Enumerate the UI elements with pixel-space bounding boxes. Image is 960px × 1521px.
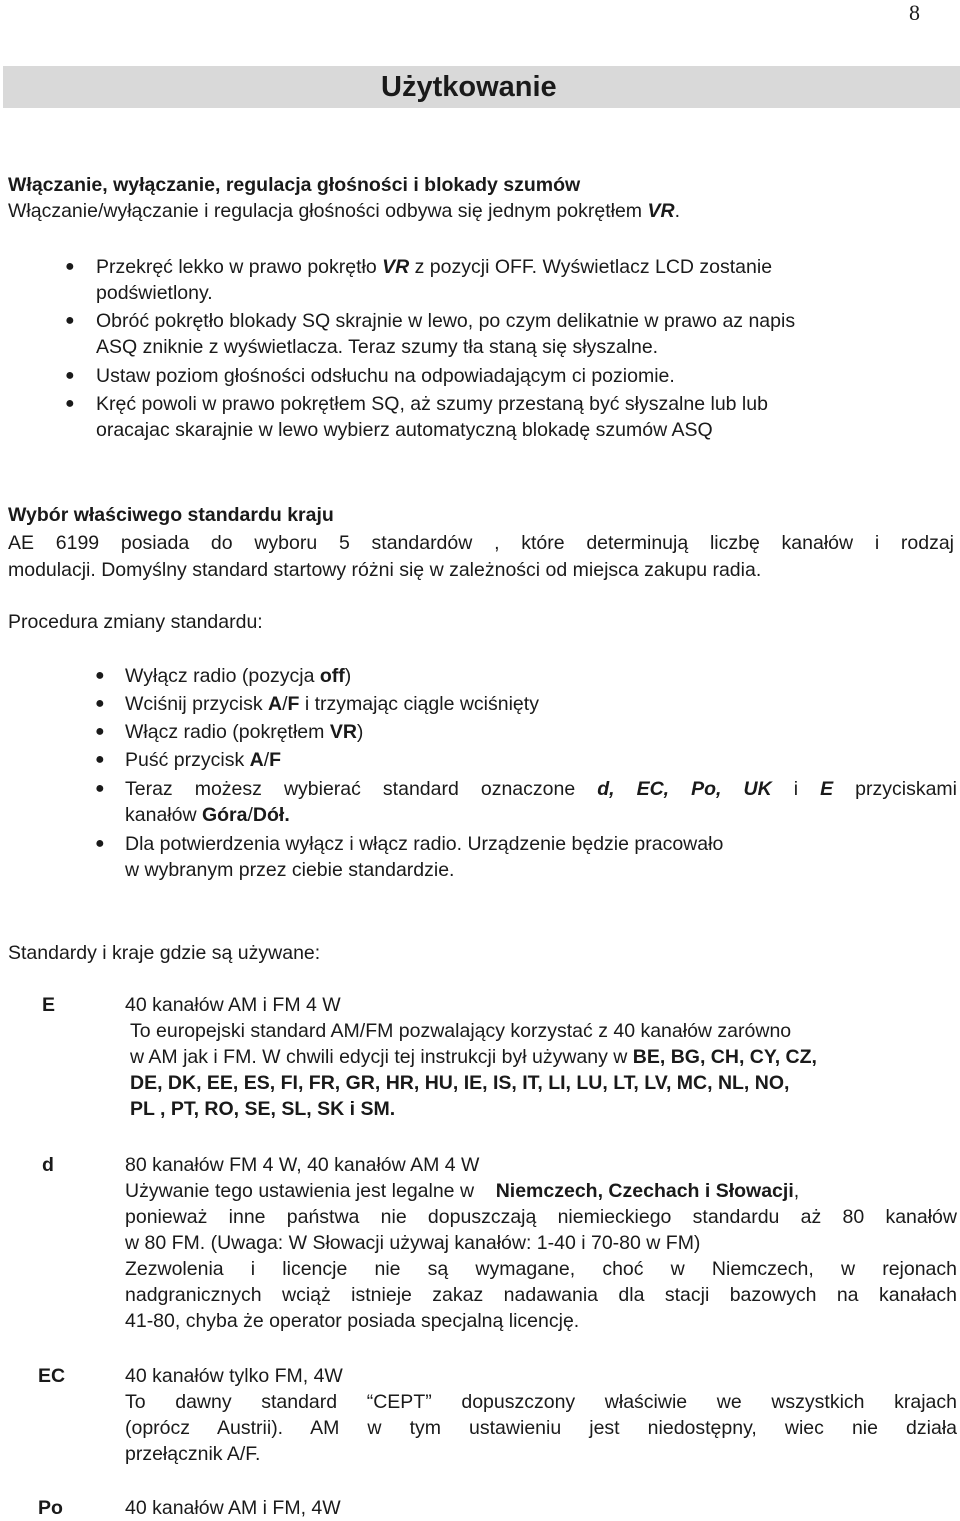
page-title: Użytkowanie — [381, 71, 557, 103]
standard-line: 40 kanałów AM i FM 4 W — [125, 994, 341, 1016]
standard-line: Używanie tego ustawienia jest legalne w Niemczech, Czechach i Słowacji, — [125, 1180, 800, 1202]
procedure-step: Wciśnij przycisk A/F i trzymając ciągle wciśnięty — [125, 693, 539, 715]
standard-code: d — [42, 1154, 54, 1176]
standard-line: DE, DK, EE, ES, FI, FR, GR, HR, HU, IE, IS, IT, LI, LU, LT, LV, MC, NL, NO, — [130, 1072, 790, 1094]
standard-paragraph-line: AE 6199 posiada do wyboru 5 standardów , które determinują liczbę kanałów i rodzaj — [8, 532, 954, 554]
bullet-icon: ● — [95, 780, 105, 797]
title-bar — [3, 66, 960, 108]
standard-paragraph-line: modulacji. Domyślny standard startowy różni się w zależności od miejsca zakupu radia. — [8, 559, 762, 581]
standard-line: 40 kanałów tylko FM, 4W — [125, 1365, 343, 1387]
standard-line: (oprócz Austrii). AM w tym ustawieniu jest niedostępny, wiec nie działa — [125, 1417, 957, 1439]
standard-line: w 80 FM. (Uwaga: W Słowacji używaj kanałów: 1-40 i 70-80 w FM) — [125, 1232, 701, 1254]
bullet-icon: ● — [65, 312, 75, 329]
standard-code: EC — [38, 1365, 66, 1387]
standard-line: przełącznik A/F. — [125, 1443, 261, 1465]
page-number: 8 — [909, 0, 920, 25]
procedure-step: Dla potwierdzenia wyłącz i włącz radio. Urządzenie będzie pracowało — [125, 833, 724, 855]
standards-heading: Standardy i kraje gdzie są używane: — [8, 942, 321, 964]
bullet-item-cont: podświetlony. — [96, 282, 213, 304]
bullet-item-cont: oracajac skarajnie w lewo wybierz automatyczną blokadę szumów ASQ — [96, 419, 713, 441]
procedure-step: Włącz radio (pokrętłem VR) — [125, 721, 364, 743]
section-heading-standard: Wybór właściwego standardu kraju — [8, 504, 334, 526]
standard-code: Po — [38, 1497, 63, 1519]
procedure-label: Procedura zmiany standardu: — [8, 611, 263, 633]
standard-line: To dawny standard “CEPT” dopuszczony właściwie we wszystkich krajach — [125, 1391, 957, 1413]
bullet-icon: ● — [95, 695, 105, 712]
standard-line: w AM jak i FM. W chwili edycji tej instrukcji był używany w BE, BG, CH, CY, CZ, — [130, 1046, 817, 1068]
standard-line: 40 kanałów AM i FM, 4W — [125, 1497, 341, 1519]
bullet-item: Przekręć lekko w prawo pokrętło VR z pozycji OFF. Wyświetlacz LCD zostanie — [96, 256, 773, 278]
section-intro-power: Włączanie/wyłączanie i regulacja głośności odbywa się jednym pokrętłem VR. — [8, 200, 680, 222]
bullet-item: Ustaw poziom głośności odsłuchu na odpowiadającym ci poziomie. — [96, 365, 675, 387]
procedure-step: Wyłącz radio (pozycja off) — [125, 665, 352, 687]
procedure-step-cont: w wybranym przez ciebie standardzie. — [125, 859, 455, 881]
standard-line: PL , PT, RO, SE, SL, SK i SM. — [130, 1098, 396, 1120]
bullet-item-cont: ASQ zniknie z wyświetlacza. Teraz szumy tła staną się słyszalne. — [96, 336, 659, 358]
procedure-step: Puść przycisk A/F — [125, 749, 282, 771]
standard-line: Zezwolenia i licencje nie są wymagane, choć w Niemczech, w rejonach — [125, 1258, 957, 1280]
standard-line: 41-80, chyba że operator posiada specjalną licencję. — [125, 1310, 580, 1332]
bullet-icon: ● — [95, 667, 105, 684]
bullet-icon: ● — [65, 395, 75, 412]
standard-line: ponieważ inne państwa nie dopuszczają niemieckiego standardu aż 80 kanałów — [125, 1206, 957, 1228]
procedure-step-cont: kanałów Góra/Dół. — [125, 804, 290, 826]
bullet-icon: ● — [95, 835, 105, 852]
bullet-icon: ● — [95, 723, 105, 740]
standard-code: E — [42, 994, 56, 1016]
bullet-item: Kręć powoli w prawo pokrętłem SQ, aż szumy przestaną być słyszalne lub lub — [96, 393, 768, 415]
bullet-icon: ● — [65, 367, 75, 384]
section-heading-power: Włączanie, wyłączanie, regulacja głośności i blokady szumów — [8, 174, 581, 196]
standard-line: nadgranicznych wciąż istnieje zakaz nadawania dla stacji bazowych na kanałach — [125, 1284, 957, 1306]
bullet-icon: ● — [95, 751, 105, 768]
standard-line: 80 kanałów FM 4 W, 40 kanałów AM 4 W — [125, 1154, 480, 1176]
bullet-item: Obróć pokrętło blokady SQ skrajnie w lewo, po czym delikatnie w prawo az napis — [96, 310, 796, 332]
procedure-step: Teraz możesz wybierać standard oznaczone d, EC, Po, UK i E przyciskami — [125, 778, 958, 800]
standard-line: To europejski standard AM/FM pozwalający korzystać z 40 kanałów zarówno — [130, 1020, 792, 1042]
bullet-icon: ● — [65, 258, 75, 275]
